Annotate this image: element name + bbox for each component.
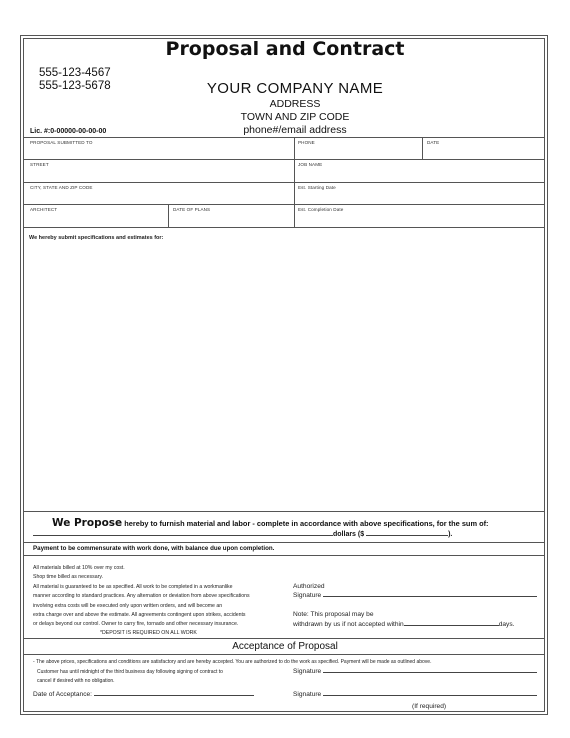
grid-line <box>23 227 545 228</box>
phone-number-1: 555-123-4567 <box>39 67 111 79</box>
amount-number-blank[interactable] <box>366 535 448 536</box>
note-line-2 <box>293 621 514 628</box>
inner-border <box>23 38 545 712</box>
days-blank[interactable] <box>404 625 499 626</box>
propose-text: hereby to furnish material and labor - complete in accordance with above specifications, for the sum of: <box>122 519 489 528</box>
if-required-note: (If required) <box>412 703 447 710</box>
terms-line: Shop time billed as necessary. <box>33 574 103 580</box>
grid-divider <box>294 137 295 227</box>
terms-line: All materials billed at 10% over my cost. <box>33 565 125 571</box>
grid-line <box>23 159 545 160</box>
est-completion-date-field[interactable]: Est. Completion Date <box>298 207 344 212</box>
phone-number-2: 555-123-5678 <box>39 80 111 92</box>
specifications-intro: We hereby submit specifications and estimates for: <box>29 235 164 241</box>
amount-words-blank[interactable] <box>33 535 333 536</box>
specifications-bottom-line <box>23 511 545 512</box>
phone-field[interactable]: PHONE <box>298 140 315 145</box>
terms-line: All material is guaranteed to be as specified. All work to be completed in a workmanlike <box>33 584 233 590</box>
days-label: days. <box>498 621 515 628</box>
terms-line: involving extra costs will be executed only upon written orders, and will become an <box>33 603 223 609</box>
company-name: YOUR COMPANY NAME <box>206 80 384 97</box>
acceptance-signature-label-1: Signature <box>293 668 322 675</box>
est-starting-date-field[interactable]: Est. Starting Date <box>298 185 336 190</box>
authorized-signature-line <box>293 592 537 599</box>
company-address: ADDRESS <box>269 98 321 110</box>
grid-line <box>23 204 545 205</box>
dollars-end: ). <box>448 531 453 538</box>
acceptance-terms-2: Customer has until midnight of the third business day following signing of contract to <box>37 669 223 675</box>
terms-line: or delays beyond our control. Owner to carry fire, tornado and other necessary insurance. <box>33 621 239 627</box>
authorized-signature-label: Signature <box>293 592 322 599</box>
payment-terms: Payment to be commensurate with work done, with balance due upon completion. <box>33 545 275 552</box>
acceptance-signature-blank-1[interactable] <box>323 672 537 673</box>
grid-divider <box>168 204 169 227</box>
company-town-zip: TOWN AND ZIP CODE <box>240 111 350 123</box>
acceptance-terms-1: - The above prices, specifications and conditions are satisfactory and are hereby accepted. You are authorized to do the work as specified. Payment will be made as outlined above. <box>33 659 432 665</box>
terms-line: manner according to standard practices. Any alternation or deviation from above specifications <box>33 593 250 599</box>
note-line-1: Note: This proposal may be <box>293 611 374 618</box>
grid-line <box>23 137 545 138</box>
license-number: Lic. #:0-00000-00-00-00 <box>30 128 107 135</box>
date-of-acceptance-blank[interactable] <box>94 695 254 696</box>
proposal-submitted-to-field[interactable]: PROPOSAL SUBMITTED TO <box>30 140 93 145</box>
grid-line <box>23 182 545 183</box>
note-withdrawn-text: withdrawn by us if not accepted within <box>293 621 404 628</box>
acceptance-title: Acceptance of Proposal <box>232 641 338 652</box>
city-state-zip-field[interactable]: CITY, STATE AND ZIP CODE <box>30 185 93 190</box>
dollars-line <box>33 531 452 538</box>
propose-statement <box>52 517 489 529</box>
company-contact: phone#/email address <box>243 124 347 136</box>
deposit-notice: *DEPOSIT IS REQUIRED ON ALL WORK <box>100 630 197 636</box>
dollars-label: dollars ($ <box>333 531 365 538</box>
acceptance-title-line <box>23 654 545 655</box>
acceptance-top-line <box>23 638 545 639</box>
acceptance-signature-line-2 <box>293 691 537 698</box>
grid-divider <box>422 137 423 159</box>
acceptance-signature-line-1 <box>293 668 537 675</box>
page-title: Proposal and Contract <box>165 38 405 60</box>
authorized-signature-blank[interactable] <box>323 596 537 597</box>
propose-divider <box>23 542 545 543</box>
architect-field[interactable]: ARCHITECT <box>30 207 58 212</box>
date-of-acceptance-label: Date of Acceptance: <box>33 691 93 698</box>
date-of-plans-field[interactable]: DATE OF PLANS <box>173 207 211 212</box>
acceptance-signature-label-2: Signature <box>293 691 322 698</box>
propose-lead: We Propose <box>52 517 123 529</box>
date-field[interactable]: DATE <box>427 140 440 145</box>
payment-divider <box>23 555 545 556</box>
street-field[interactable]: STREET <box>30 162 49 167</box>
authorized-label: Authorized <box>293 583 325 590</box>
job-name-field[interactable]: JOB NAME <box>298 162 323 167</box>
terms-line: extra charge over and above the estimate. All agreements contingent upon strikes, accidents <box>33 612 246 618</box>
acceptance-terms-3: cancel if desired with no obligation. <box>37 678 115 684</box>
acceptance-signature-blank-2[interactable] <box>323 695 537 696</box>
date-of-acceptance-line <box>33 691 254 698</box>
